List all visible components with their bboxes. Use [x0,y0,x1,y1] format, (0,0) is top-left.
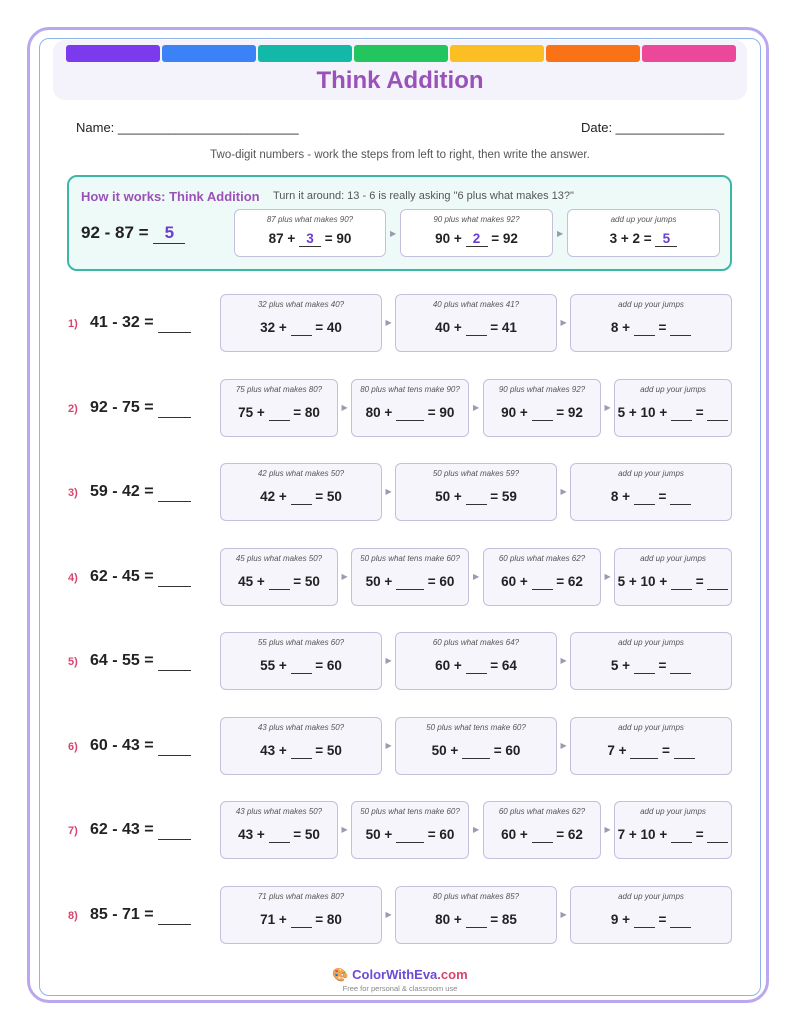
problem-equation [90,483,191,502]
arrow-icon: ▶ [341,571,348,581]
step-equation: 90 + = 92 [501,404,583,420]
step-box [220,294,382,352]
arrow-icon: ▶ [604,402,611,412]
name-field[interactable]: Name: _________________________ [76,120,299,135]
arrow-icon: ▶ [560,318,567,327]
step-hint: 60 plus what makes 64? [432,638,520,647]
step-hint: 50 plus what tens make 60? [426,722,526,732]
step-box [220,886,382,944]
answer-blank[interactable] [466,489,487,505]
step-equation: 40 + = 41 [435,320,517,335]
problem-equation [90,399,191,418]
step-right: = 90 [324,231,352,246]
step-hint: 90 plus what makes 92? [498,384,586,394]
step-box [570,886,732,944]
answer-blank[interactable] [396,827,424,843]
step-hint: 32 plus what makes 40? [257,300,345,309]
arrow-icon: ▶ [473,571,480,581]
step-box [220,379,338,437]
problem-number: 2) [68,402,78,415]
step-equation: 7 + 10 + = [615,827,731,843]
step-hint: add up your jumps [618,300,684,309]
step-equation: 43 + = 50 [238,827,320,842]
step-answer: 3 [299,231,321,247]
step-hint: 50 plus what tens make 60? [360,807,460,816]
step-equation: 45 + = 50 [238,573,320,589]
step-hint: 87 plus what makes 90? [266,215,354,224]
step-hint: add up your jumps [618,638,684,647]
arrow-icon: ▶ [560,656,567,665]
problem-equation [90,652,191,671]
answer-blank[interactable] [634,489,655,505]
arrow-icon: ▶ [560,909,567,919]
answer-blank[interactable] [671,405,692,421]
tagline: Free for personal & classroom use [342,984,458,993]
problem-equation-text: 41 - 32 = [90,314,159,331]
step-equation [235,231,385,247]
step-box [483,548,601,606]
answer-blank[interactable] [269,405,290,421]
arrow-icon: ▶ [341,825,348,834]
answer-blank[interactable] [671,827,692,843]
step-box [483,801,601,859]
step-hint: 71 plus what makes 80? [257,891,345,901]
problem-equation [90,314,191,333]
arrow-icon: ▶ [560,740,567,750]
step-hint: 50 plus what tens make 60? [360,553,460,563]
arrow-icon: ▶ [385,740,392,750]
answer-blank[interactable] [466,320,487,336]
step-hint: add up your jumps [610,215,677,224]
answer-blank[interactable] [158,399,191,418]
step-hint: add up your jumps [640,384,706,394]
step-equation: 50 + = 59 [435,489,517,504]
step-box [220,801,338,859]
problem-equation [90,568,191,587]
problem-equation-text: 60 - 43 = [90,736,159,754]
step-hint: 80 plus what makes 85? [432,891,520,901]
example-equation-text: 92 - 87 = [81,223,149,242]
answer-blank[interactable] [634,320,655,336]
step-box [220,548,338,606]
step-box [614,548,732,606]
answer-blank[interactable] [291,320,312,336]
step-box [570,717,732,775]
date-field[interactable]: Date: _______________ [581,120,725,135]
example-step-box [234,209,386,257]
step-hint: 90 plus what makes 92? [433,215,520,224]
answer-blank[interactable] [291,912,312,928]
arrow-icon: ▶ [473,825,480,834]
step-equation [401,231,552,247]
arrow-icon: ▶ [385,656,392,665]
answer-blank[interactable] [707,827,728,843]
arrow-icon: ▶ [473,402,480,412]
step-equation: 60 + = 64 [435,658,517,673]
answer-blank[interactable] [670,489,691,505]
step-box [614,379,732,437]
problem-equation-text: 62 - 43 = [90,821,159,838]
step-box [220,463,382,521]
problem-equation [90,906,191,925]
answer-blank[interactable] [707,405,728,421]
answer-blank[interactable] [291,658,312,674]
answer-blank[interactable] [532,405,553,421]
problem-number: 7) [68,825,78,837]
step-hint: add up your jumps [618,722,684,732]
answer-blank[interactable] [158,821,191,840]
step-equation: 8 + = [571,489,731,505]
answer-blank[interactable] [532,574,553,590]
step-hint: 43 plus what makes 50? [235,807,323,816]
step-equation: 9 + = [571,912,731,928]
arrow-icon: ▶ [560,487,567,496]
step-box [351,548,469,606]
example-subtitle: Turn it around: 13 - 6 is really asking "6 plus what makes 13?" [273,190,574,202]
answer-blank[interactable] [532,827,553,843]
step-hint: 40 plus what makes 41? [432,300,520,309]
arrow-icon: ▶ [557,229,564,238]
example-panel [67,175,732,271]
color-bar-segment [162,45,256,62]
step-hint: add up your jumps [640,807,706,816]
answer-blank[interactable] [634,658,655,674]
step-box [395,463,557,521]
answer-blank[interactable] [396,405,424,421]
example-step-box [400,209,553,257]
step-hint: 42 plus what makes 50? [257,469,345,478]
step-box [570,632,732,690]
step-equation: 55 + = 60 [260,658,342,673]
answer-blank[interactable] [630,743,658,759]
answer-blank[interactable] [269,574,290,590]
step-hint: add up your jumps [640,553,706,563]
arrow-icon: ▶ [604,571,611,581]
problem-equation [90,737,191,756]
step-equation: 43 + = 50 [260,742,342,758]
problem-number: 4) [68,571,78,584]
answer-blank[interactable] [634,912,655,928]
step-equation [568,231,719,247]
step-hint: 75 plus what makes 80? [235,384,323,394]
answer-blank[interactable] [158,314,191,333]
step-equation: 7 + = [571,743,731,759]
arrow-icon: ▶ [385,487,392,496]
step-left: 3 + 2 = [609,231,652,246]
color-bar-segment [354,45,448,62]
step-answer: 5 [655,231,677,247]
step-equation: 60 + = 62 [501,827,583,842]
step-box [570,294,732,352]
step-hint: 60 plus what makes 62? [498,807,586,816]
step-box [395,886,557,944]
problem-number: 6) [68,740,78,753]
step-hint: 80 plus what tens make 90? [360,384,460,394]
footer [0,967,800,993]
color-bar-segment [66,45,160,62]
example-answer: 5 [153,223,185,244]
step-equation: 5 + 10 + = [615,574,731,590]
color-bar [66,45,736,62]
answer-blank[interactable] [158,483,191,502]
color-bar-segment [546,45,640,62]
step-box [614,801,732,859]
instructions: Two-digit numbers - work the steps from left to right, then write the answer. [210,149,590,161]
step-hint: 60 plus what makes 62? [498,553,586,563]
problem-equation-text: 85 - 71 = [90,905,159,923]
brand-domain: .com [437,967,468,982]
step-box [395,294,557,352]
problem-number: 1) [68,318,78,330]
step-hint: 45 plus what makes 50? [235,553,323,563]
answer-blank[interactable] [466,658,487,674]
step-equation: 80 + = 90 [365,404,455,420]
step-equation: 80 + = 85 [435,911,517,927]
step-answer: 2 [466,231,488,247]
step-equation: 32 + = 40 [260,320,342,335]
step-box [220,632,382,690]
problem-number: 3) [68,487,78,499]
step-box [351,379,469,437]
answer-blank[interactable] [674,743,695,759]
step-box [395,632,557,690]
arrow-icon: ▶ [341,402,348,412]
example-equation [81,223,185,244]
step-equation: 71 + = 80 [260,911,342,927]
step-equation: 60 + = 62 [501,573,583,589]
answer-blank[interactable] [158,568,191,587]
brand-name: ColorWithEva [352,967,438,982]
step-right: = 92 [491,231,518,246]
answer-blank[interactable] [462,743,490,759]
step-hint: 50 plus what makes 59? [432,469,520,478]
arrow-icon: ▶ [390,229,397,238]
step-box [351,801,469,859]
step-box [220,717,382,775]
arrow-icon: ▶ [604,825,611,834]
problem-equation-text: 92 - 75 = [90,398,159,416]
step-equation: 5 + = [571,658,731,674]
step-hint: add up your jumps [618,891,684,901]
arrow-icon: ▶ [385,909,392,919]
answer-blank[interactable] [291,743,312,759]
example-step-box [567,209,720,257]
answer-blank[interactable] [466,912,487,928]
answer-blank[interactable] [158,906,191,925]
answer-blank[interactable] [396,574,424,590]
problem-number: 5) [68,656,78,668]
problem-equation-text: 64 - 55 = [90,652,159,669]
problem-equation-text: 59 - 42 = [90,483,159,500]
step-hint: add up your jumps [618,469,684,478]
step-equation: 42 + = 50 [260,489,342,504]
step-equation: 75 + = 80 [238,404,320,420]
answer-blank[interactable] [670,320,691,336]
step-equation: 50 + = 60 [365,827,455,842]
step-left: 87 + [268,231,296,246]
step-hint: 55 plus what makes 60? [257,638,345,647]
step-equation: 50 + = 60 [365,573,455,589]
step-equation: 5 + 10 + = [615,405,731,421]
arrow-icon: ▶ [385,318,392,327]
step-box [483,379,601,437]
color-bar-segment [642,45,736,62]
answer-blank[interactable] [671,574,692,590]
problem-number: 8) [68,909,78,922]
color-bar-segment [258,45,352,62]
worksheet-title: Think Addition [316,67,484,94]
step-equation: 8 + = [571,320,731,336]
step-equation: 50 + = 60 [431,742,521,758]
example-title: How it works: Think Addition [81,189,260,204]
answer-blank[interactable] [158,652,191,671]
answer-blank[interactable] [158,737,191,756]
step-box [395,717,557,775]
palette-icon: 🎨 [332,967,349,982]
answer-blank[interactable] [269,827,290,843]
problem-equation [90,821,191,840]
answer-blank[interactable] [707,574,728,590]
color-bar-segment [450,45,544,62]
brand [0,967,800,983]
answer-blank[interactable] [670,658,691,674]
step-hint: 43 plus what makes 50? [257,722,345,732]
step-left: 90 + [435,231,462,246]
step-box [570,463,732,521]
problem-equation-text: 62 - 45 = [90,567,159,585]
answer-blank[interactable] [670,912,691,928]
answer-blank[interactable] [291,489,312,505]
